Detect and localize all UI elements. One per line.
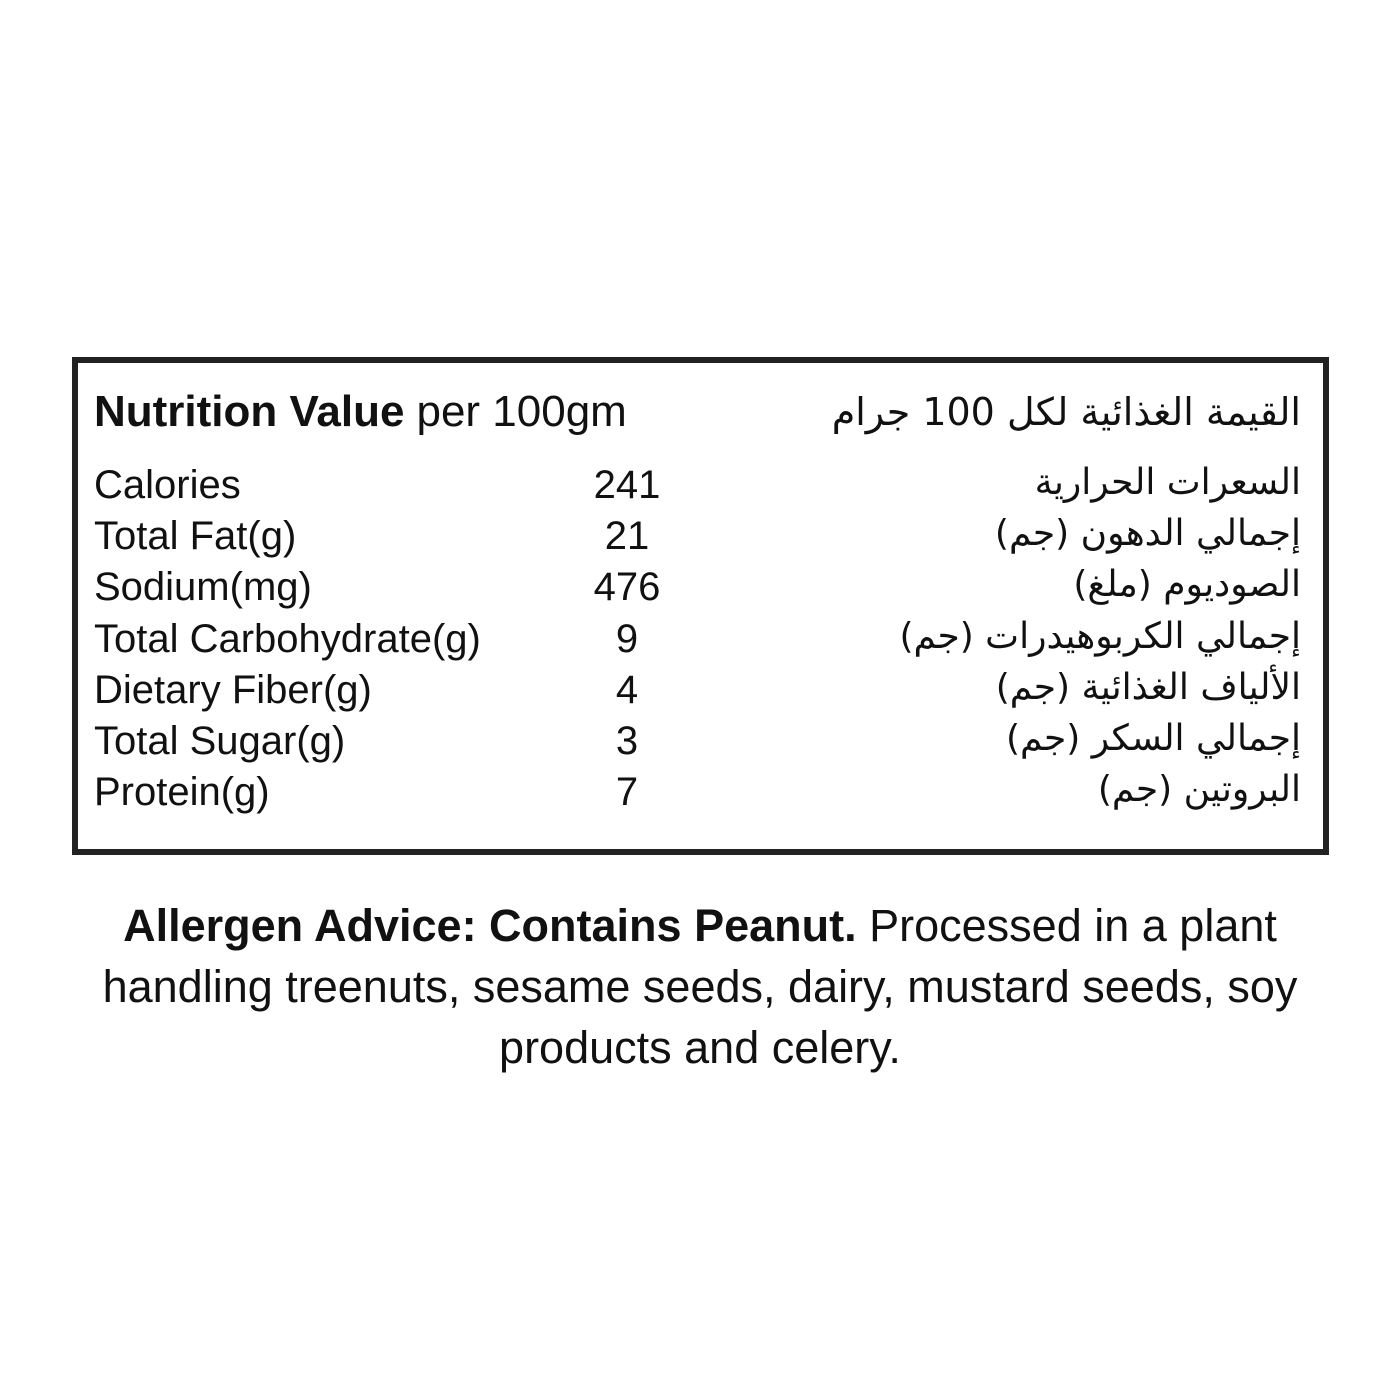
nutrition-row-total-carbohydrate <box>94 615 1301 666</box>
nutrition-row-total-sugar <box>94 717 1301 768</box>
nutrient-label: Dietary Fiber(g) <box>94 667 372 712</box>
nutrition-rows <box>94 461 1301 819</box>
nutrient-label-arabic: البروتين (جم) <box>1097 769 1301 811</box>
nutrition-header <box>94 385 1301 439</box>
nutrient-value: 241 <box>593 463 661 507</box>
nutrient-label-arabic: الصوديوم (ملغ) <box>1073 564 1301 606</box>
nutrient-label-arabic: إجمالي الكربوهيدرات (جم) <box>899 615 1301 657</box>
nutrition-row-total-fat <box>94 512 1301 563</box>
nutrient-value: 9 <box>615 616 639 661</box>
nutrient-label-arabic: السعرات الحرارية <box>1034 462 1301 503</box>
nutrient-label-arabic: إجمالي الدهون (جم) <box>994 513 1301 555</box>
allergen-advice-heading: Allergen Advice: Contains Peanut. <box>123 900 857 951</box>
nutrient-value: 21 <box>604 514 650 559</box>
nutrient-label: Calories <box>94 463 241 507</box>
allergen-advice <box>100 895 1300 1078</box>
nutrition-row-protein <box>94 768 1301 819</box>
nutrient-label-arabic: إجمالي السكر (جم) <box>1005 717 1301 759</box>
allergen-advice-text: Processed in a plant handling treenuts, sesame seeds, dairy, mustard seeds, soy products and celery. <box>102 900 1298 1073</box>
nutrition-title <box>94 387 627 436</box>
nutrient-value: 476 <box>593 565 661 610</box>
nutrition-row-sodium <box>94 563 1301 614</box>
nutrition-table <box>72 357 1329 855</box>
nutrition-title-arabic: القيمة الغذائية لكل 100 جرام <box>831 390 1301 434</box>
nutrition-row-dietary-fiber <box>94 666 1301 717</box>
nutrient-label: Total Carbohydrate(g) <box>94 616 481 661</box>
nutrient-label: Protein(g) <box>94 770 270 815</box>
nutrition-title-bold: Nutrition Value <box>94 387 405 436</box>
nutrition-row-calories <box>94 461 1301 512</box>
nutrient-value: 3 <box>615 718 639 763</box>
nutrition-title-per-serving: per 100gm <box>416 387 627 436</box>
nutrient-label: Total Sugar(g) <box>94 718 346 763</box>
nutrient-label: Sodium(mg) <box>94 565 312 610</box>
nutrient-value: 4 <box>615 667 639 712</box>
nutrient-value: 7 <box>615 770 639 815</box>
nutrient-label-arabic: الألياف الغذائية (جم) <box>995 666 1301 708</box>
nutrient-label: Total Fat(g) <box>94 514 297 559</box>
